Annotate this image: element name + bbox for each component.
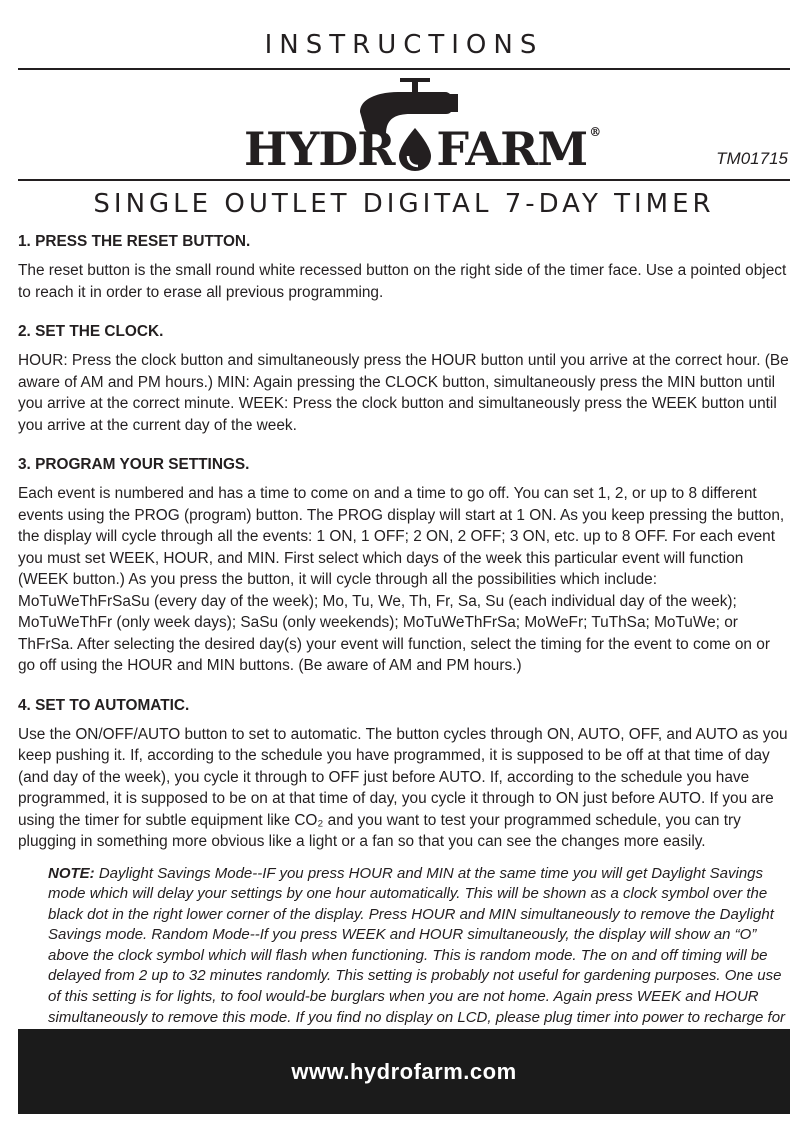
brand-left: HYDR [244,122,395,176]
note-label: NOTE: [48,864,95,882]
section-heading: 4. SET TO AUTOMATIC. [18,696,190,714]
model-number: TM01715 [716,149,788,168]
document-title: INSTRUCTIONS [264,30,544,60]
section-text: HOUR: Press the clock button and simultaneously press the HOUR button until you arrive at the correct hour. (Be aware of AM and PM hours.) MIN: Again pressing the CLOCK button, simultaneously press the MIN button until you arrive at the correct minute. WEEK: Press the clock button and simultaneously press the WEEK button until you arrive at the current day of the week. [18,352,789,434]
registered-mark: ® [589,125,601,139]
section-heading: 2. SET THE CLOCK. [18,323,164,340]
footer-bar [18,1029,790,1114]
section-text: Each event is numbered and has a time to come on and a time to go off. You can set 1, 2, or up to 8 different events using the PROG (program) button. The PROG display will start at 1 ON. As you keep pressing the button, the display will cycle through all the events: 1 ON, 1 OFF; 2 ON, 2 OFF; 3 ON, etc. up to 8 OFF. For each event you must set WEEK, HOUR, and MIN. First select which days of the week this particular event will function (WEEK button.) As you press the button, it will cycle through all the possibilities which include: MoTuWeThFrSaSu (every day of the week); Mo, Tu, We, Th, Fr, Sa, Su (each individual day of the week); MoTuWeThFr (only week days); SaSu (only weekends); MoTuWeThFrSa; MoWeFr; TuThSa; MoTuWe; or ThFrSa. After selecting the desired day(s) your event will function, select the timing for the event to come on or go off using the HOUR and MIN buttons. (Be aware of AM and PM hours.) [18,485,785,674]
section-text: Use the ON/OFF/AUTO button to set to automatic. The button cycles through ON, AUTO, OFF, and AUTO as you keep pushing it. If, according to the schedule you have programmed, it is supposed to be off at that time of day (and day of the week), you cycle it through to OFF just before AUTO. If, according to the schedule you have programmed, it is supposed to be on at that time of day, you cycle it through to ON just before AUTO. If you are using the timer for subtle equipment like CO₂ and you want to test your programmed schedule, you can try plugging in something more obvious like a light or a fan so that you can see the changes more easily. [18,725,788,850]
note-paragraph [48,864,790,1049]
product-title: SINGLE OUTLET DIGITAL 7-DAY TIMER [93,189,715,219]
top-rule [18,68,790,70]
brand-right: FARM [436,122,588,176]
note-text: Daylight Savings Mode--IF you press HOUR and MIN at the same time you will get Daylight Savings mode which will delay your settings by one hour automatically. This will be shown as a clock symbol over the black dot in the right lower corner of the display. Press HOUR and MIN simultaneously to remove the Daylight Savings mode. Random Mode--If you press WEEK and HOUR simultaneously, the display will show an “O” above the clock symbol which will flash when functioning. This is random mode. The on and off timing will be delayed from 2 up to 32 minutes randomly. This setting is probably not useful for gardening purposes. One use of this setting is for lights, to fool would-be burglars when you are not home. Again press WEEK and HOUR simultaneously to remove this mode. If you find no display on LCD, please plug timer into power to recharge for [48,864,786,1026]
instructions-body [18,232,790,1049]
section-heading: 1. PRESS THE RESET BUTTON. [18,233,251,250]
water-drop-icon [394,126,436,172]
section-program [18,455,790,677]
section-text: The reset button is the small round white recessed button on the right side of the timer face. Use a pointed object to reach it in order to erase all previous programming. [18,262,787,301]
hydrofarm-logo [240,78,601,176]
website-url: www.hydrofarm.com [291,1058,517,1084]
section-clock [18,322,790,436]
section-automatic [18,696,790,853]
section-reset [18,232,790,303]
section-heading: 3. PROGRAM YOUR SETTINGS. [18,456,250,473]
mid-rule [18,179,790,181]
